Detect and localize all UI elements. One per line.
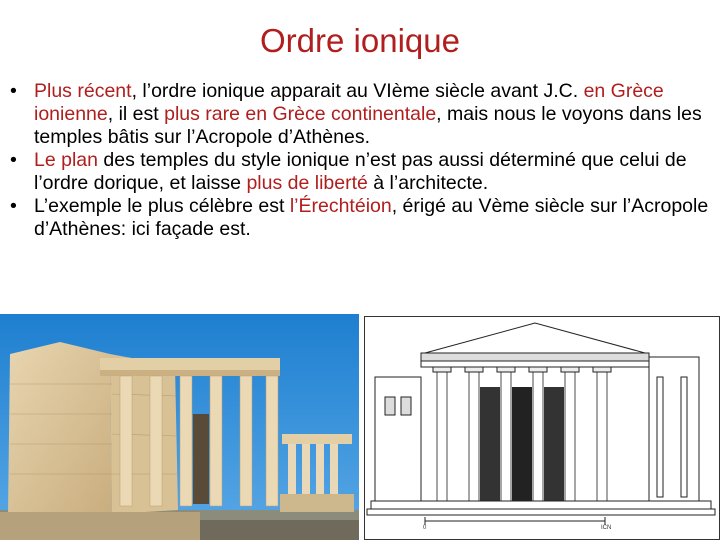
erechtheion-photo-svg xyxy=(0,314,359,540)
body-text: , l’ordre ionique apparait au VIème siècle avant J.C. xyxy=(131,80,584,102)
highlight-text: Plus récent xyxy=(34,80,132,102)
scale-icn-label: ICN xyxy=(601,525,612,531)
highlight-text: Le plan xyxy=(34,149,98,171)
body-text: , il est xyxy=(107,103,165,125)
body-text: , mais nous le voyons dans les temples bâtis sur l’Acropole d’Athènes. xyxy=(34,103,702,148)
facade-drawing xyxy=(364,316,720,540)
bullet-marker: • xyxy=(10,149,17,171)
body-text: L’exemple le plus célèbre est xyxy=(34,195,290,217)
erechtheion-photo xyxy=(0,314,359,540)
bullet-marker: • xyxy=(10,195,17,217)
bullet-item xyxy=(10,195,712,241)
scale-zero-label: 0 xyxy=(423,525,427,531)
highlight-text: en Grèce ionienne xyxy=(34,80,664,125)
slide-title: Ordre ionique xyxy=(260,22,460,59)
facade-drawing-svg xyxy=(365,317,719,539)
body-text: , érigé au Vème siècle sur l’Acropole d’Athènes: ici façade est. xyxy=(34,195,709,240)
highlight-text: l’Érechtéion xyxy=(289,195,392,217)
bullet-marker: • xyxy=(10,80,17,102)
bullet-item xyxy=(10,80,712,149)
bullet-list xyxy=(10,80,712,241)
bullet-item xyxy=(10,149,712,195)
highlight-text: plus rare en Grèce continentale xyxy=(164,103,437,125)
body-text: des temples du style ionique n’est pas aussi déterminé que celui de l’ordre dorique, et laisse xyxy=(34,149,687,194)
highlight-text: plus de liberté xyxy=(246,172,368,194)
body-text: à l’architecte. xyxy=(367,172,489,194)
